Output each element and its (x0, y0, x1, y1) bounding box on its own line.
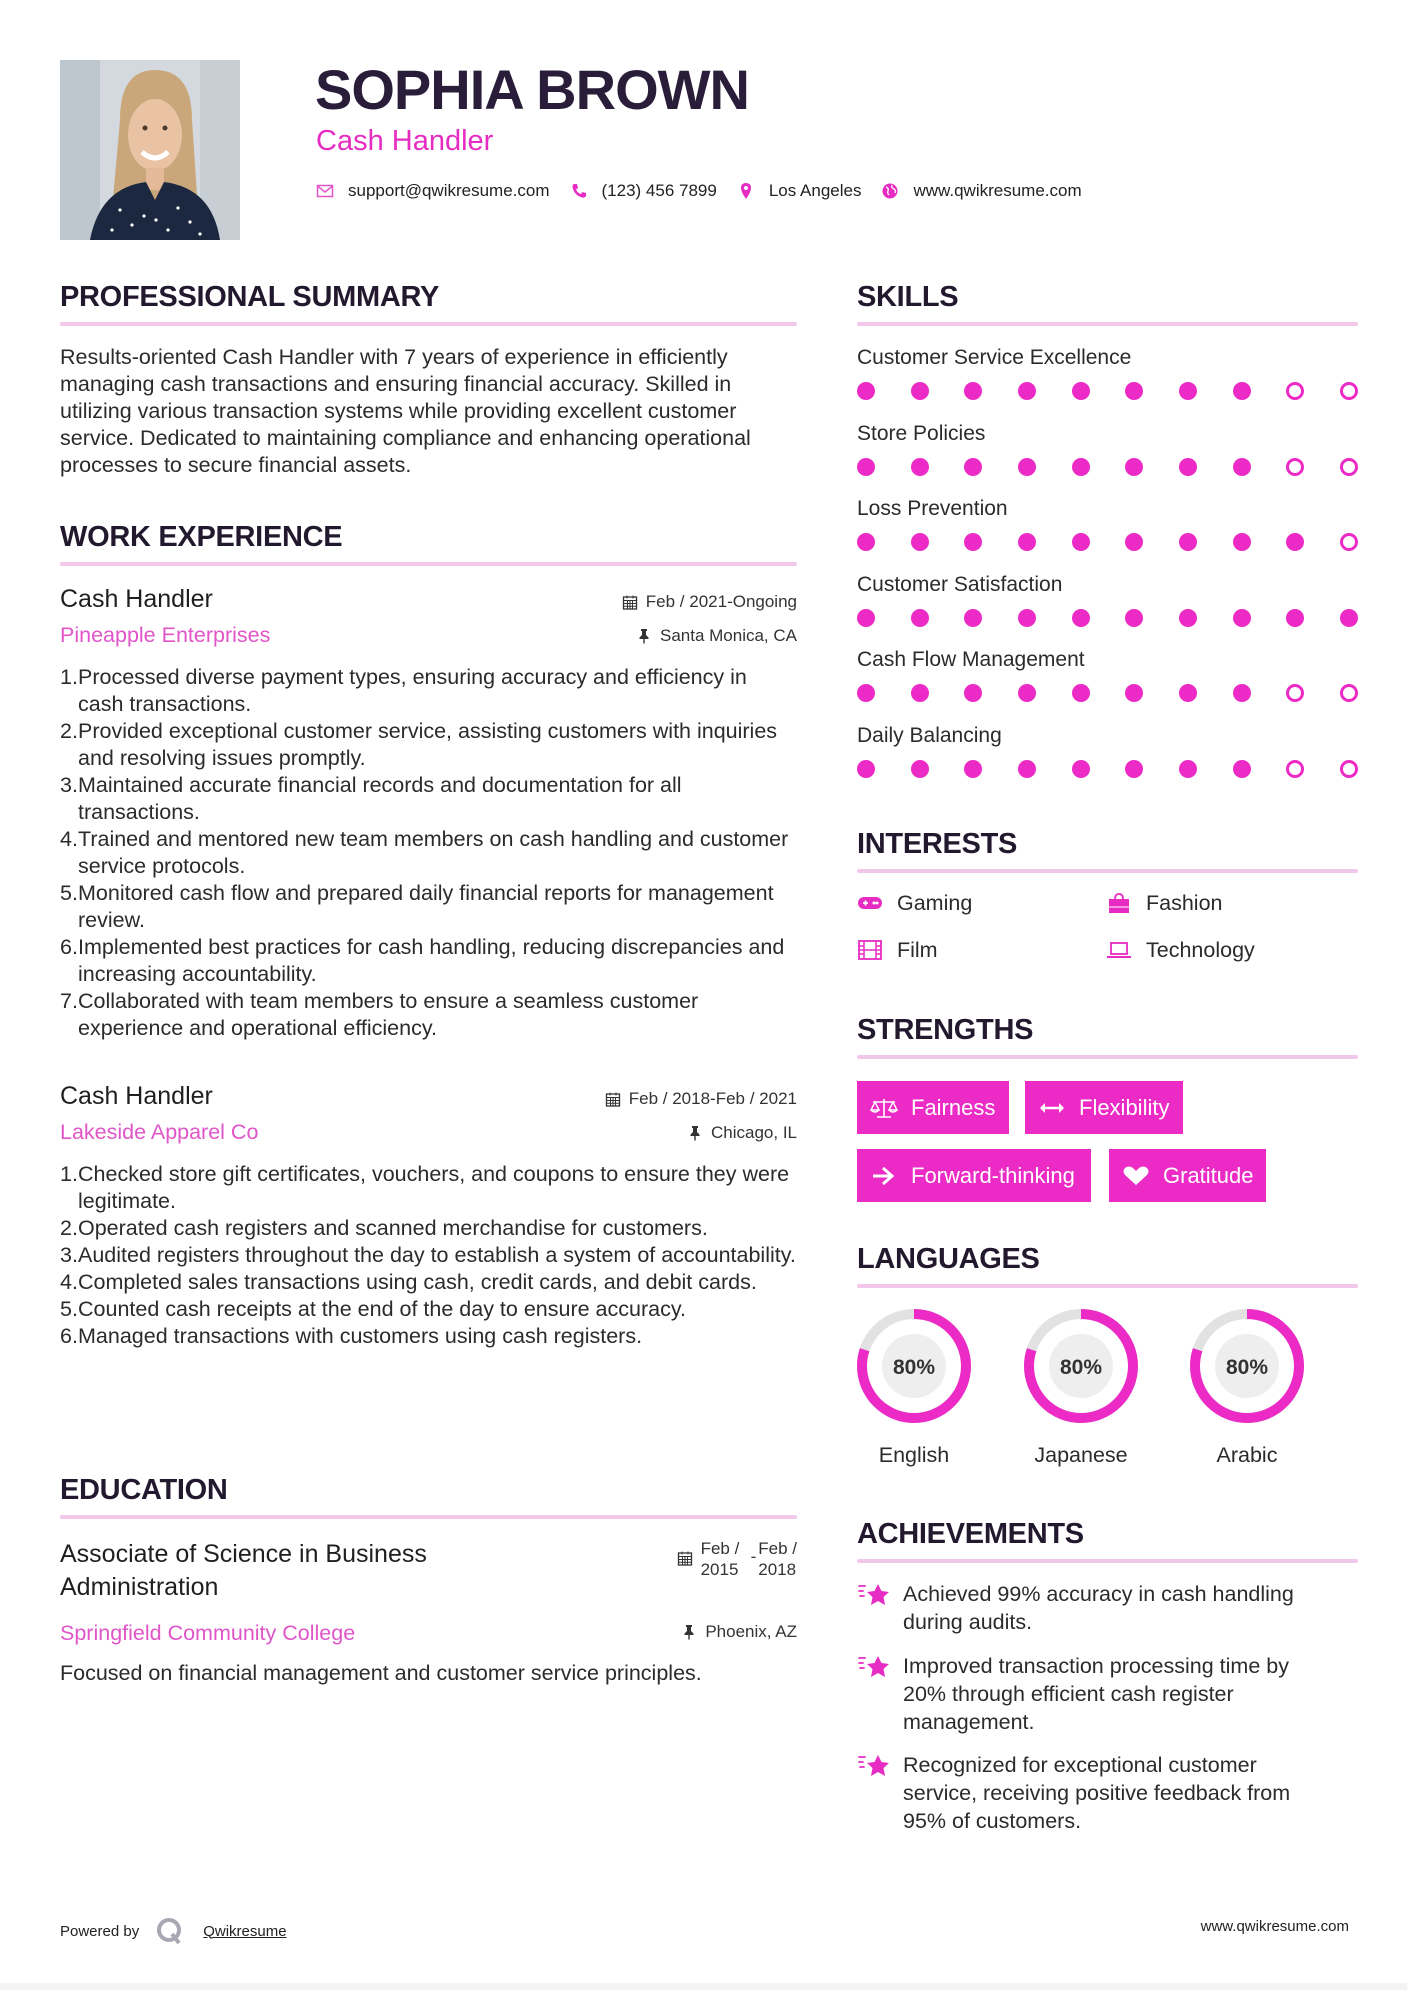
achievements-divider (857, 1559, 1358, 1563)
strength-chip-gratitude: Gratitude (1109, 1149, 1266, 1202)
interest-film: Film (857, 937, 938, 963)
skills-list (857, 345, 1358, 798)
education-heading: EDUCATION (60, 1474, 228, 1506)
skill-rating (857, 381, 1358, 401)
rating-dot-filled (1072, 609, 1090, 627)
rating-dot-filled (857, 533, 875, 551)
list-item: 6. Implemented best practices for cash handling, reducing discrepancies and increasing accountability. (60, 935, 785, 986)
website-text: www.qwikresume.com (913, 181, 1082, 200)
job-location (687, 1123, 797, 1143)
arrows-horizontal-icon (1037, 1096, 1067, 1120)
map-pin-icon (737, 182, 755, 200)
interest-gaming: Gaming (857, 890, 972, 916)
rating-dot-filled (1018, 609, 1036, 627)
dates-text: Feb / 2021-Ongoing (645, 592, 797, 611)
progress-ring (1185, 1304, 1309, 1428)
job-position: Cash Handler (60, 1082, 213, 1110)
shooting-star-icon (857, 1652, 891, 1682)
rating-dot-filled (911, 684, 929, 702)
skill-rating (857, 532, 1358, 552)
rating-dot-filled (1125, 609, 1143, 627)
summary-text: Results-oriented Cash Handler with 7 years of experience in efficiently managing cash transactions and ensuring financial accuracy. Skilled in utilizing various transaction systems while providing excellent customer service. Dedicated to maintaining compliance and enhancing operational processes to secure financial assets. (60, 345, 751, 477)
rating-dot-filled (1179, 382, 1197, 400)
list-item: 4. Trained and mentored new team members on cash handling and customer service protocols. (60, 827, 789, 878)
rating-dot-filled (1179, 609, 1197, 627)
rating-dot-filled (1072, 458, 1090, 476)
progress-ring (1019, 1304, 1143, 1428)
profile-photo (60, 60, 240, 240)
language-label: Arabic (1216, 1443, 1278, 1467)
rating-dot-empty (1286, 760, 1304, 778)
list-item: 1. Checked store gift certificates, vouchers, and coupons to ensure they were legitimate. (60, 1162, 790, 1213)
rating-dot-filled (857, 382, 875, 400)
rating-dot-empty (1286, 684, 1304, 702)
skill-label: Store Policies (857, 421, 986, 445)
rating-dot-filled (1072, 684, 1090, 702)
rating-dot-empty (1286, 458, 1304, 476)
language-percent: 80% (1059, 1356, 1103, 1379)
page-bottom-edge (0, 1983, 1407, 1990)
date-separator: - (750, 1547, 757, 1566)
rating-dot-filled (1018, 533, 1036, 551)
heart-icon (1121, 1164, 1151, 1188)
skill-rating (857, 759, 1358, 779)
envelope-icon (316, 182, 334, 200)
rating-dot-filled (1125, 458, 1143, 476)
rating-dot-filled (1018, 458, 1036, 476)
rating-dot-filled (1233, 760, 1251, 778)
candidate-name: SOPHIA BROWN (315, 58, 749, 121)
languages-heading: LANGUAGES (857, 1243, 1040, 1275)
language-percent: 80% (892, 1356, 936, 1379)
phone-text: (123) 456 7899 (601, 181, 717, 200)
rating-dot-filled (1286, 533, 1304, 551)
contact-bar (316, 178, 1102, 204)
qwikresume-logo-icon (155, 1916, 185, 1946)
language-item (852, 1304, 976, 1468)
skills-divider (857, 322, 1358, 326)
pushpin-icon (681, 1624, 697, 1640)
rating-dot-filled (1018, 382, 1036, 400)
rating-dot-filled (911, 382, 929, 400)
end-date: Feb / 2018 (758, 1539, 797, 1579)
job-dates (605, 1089, 797, 1109)
rating-dot-filled (1125, 760, 1143, 778)
shooting-star-icon (857, 1751, 891, 1781)
job-entry (60, 1081, 797, 1350)
language-item (1185, 1304, 1309, 1468)
skill-rating (857, 608, 1358, 628)
skill-label: Customer Service Excellence (857, 346, 1132, 369)
list-item: 5. Counted cash receipts at the end of the day to ensure accuracy. (60, 1297, 686, 1321)
achievement-item: Improved transaction processing time by 20% through efficient cash register management. (857, 1652, 1358, 1736)
experience-divider (60, 562, 797, 566)
skill-item (857, 496, 1358, 572)
experience-heading: WORK EXPERIENCE (60, 521, 343, 553)
rating-dot-empty (1340, 458, 1358, 476)
globe-icon (881, 182, 899, 200)
company-name: Pineapple Enterprises (60, 623, 271, 647)
rating-dot-filled (857, 684, 875, 702)
education-location: Phoenix, AZ (681, 1622, 797, 1642)
rating-dot-filled (1018, 684, 1036, 702)
footer-powered-by: Powered by Qwikresume (60, 1916, 287, 1946)
summary-divider (60, 322, 797, 326)
rating-dot-filled (1072, 760, 1090, 778)
rating-dot-filled (964, 684, 982, 702)
shopping-bag-icon (1106, 892, 1132, 914)
summary-heading: PROFESSIONAL SUMMARY (60, 281, 440, 313)
rating-dot-filled (857, 760, 875, 778)
list-item: 3. Maintained accurate financial records and documentation for all transactions. (60, 773, 682, 824)
job-entry (60, 584, 797, 1042)
progress-ring (852, 1304, 976, 1428)
rating-dot-filled (911, 533, 929, 551)
list-item: 3. Audited registers throughout the day to establish a system of accountability. (60, 1243, 796, 1267)
contact-location (737, 181, 862, 201)
skill-label: Loss Prevention (857, 497, 1008, 520)
rating-dot-empty (1340, 760, 1358, 778)
interest-fashion: Fashion (1106, 890, 1223, 916)
dates-text: Feb / 2018-Feb / 2021 (628, 1089, 797, 1108)
rating-dot-filled (1233, 684, 1251, 702)
strength-chip-fairness: Fairness (857, 1081, 1009, 1134)
achievement-item: Achieved 99% accuracy in cash handling during audits. (857, 1580, 1358, 1636)
calendar-icon (622, 594, 638, 610)
balance-scale-icon (869, 1096, 899, 1120)
shooting-star-icon (857, 1580, 891, 1610)
job-title: Cash Handler (316, 125, 494, 157)
education-description: Focused on financial management and customer service principles. (60, 1661, 702, 1685)
list-item: 7. Collaborated with team members to ensure a seamless customer experience and operational efficiency. (60, 989, 699, 1040)
rating-dot-filled (1179, 533, 1197, 551)
job-bullets (60, 664, 797, 1042)
job-bullets (60, 1161, 797, 1350)
rating-dot-filled (964, 609, 982, 627)
language-label: English (878, 1443, 950, 1467)
degree-title: Associate of Science in Business Administration (60, 1540, 427, 1601)
skill-rating (857, 457, 1358, 477)
job-location (636, 626, 797, 646)
rating-dot-empty (1340, 382, 1358, 400)
education-entry (60, 1538, 797, 1687)
rating-dot-filled (1233, 609, 1251, 627)
language-label: Japanese (1034, 1443, 1128, 1467)
skill-rating (857, 683, 1358, 703)
rating-dot-filled (1179, 760, 1197, 778)
skill-item (857, 647, 1358, 723)
job-position: Cash Handler (60, 585, 213, 613)
rating-dot-filled (1340, 609, 1358, 627)
strength-chip-forward-thinking: Forward-thinking (857, 1149, 1091, 1202)
job-dates (622, 592, 797, 612)
pushpin-icon (687, 1125, 703, 1141)
skill-label: Daily Balancing (857, 723, 1002, 747)
rating-dot-empty (1340, 684, 1358, 702)
pushpin-icon (636, 628, 652, 644)
location-text: Chicago, IL (711, 1123, 797, 1142)
start-date: Feb / 2015 (700, 1539, 740, 1579)
skill-item (857, 345, 1358, 421)
rating-dot-filled (857, 609, 875, 627)
rating-dot-filled (1072, 382, 1090, 400)
email-text: support@qwikresume.com (348, 181, 550, 200)
rating-dot-filled (964, 458, 982, 476)
contact-email[interactable] (316, 181, 550, 201)
rating-dot-filled (1125, 533, 1143, 551)
rating-dot-filled (911, 609, 929, 627)
calendar-icon (605, 1091, 621, 1107)
list-item: 2. Provided exceptional customer service, assisting customers with inquiries and resolving issues promptly. (60, 719, 778, 770)
rating-dot-filled (1125, 684, 1143, 702)
phone-icon (570, 182, 588, 200)
list-item: 5. Monitored cash flow and prepared daily financial reports for management review. (60, 881, 774, 932)
skill-label: Customer Satisfaction (857, 572, 1063, 596)
rating-dot-filled (911, 760, 929, 778)
rating-dot-filled (1179, 458, 1197, 476)
rating-dot-filled (1179, 684, 1197, 702)
calendar-icon (677, 1550, 693, 1566)
language-item (1019, 1304, 1143, 1468)
school-name: Springfield Community College (60, 1621, 356, 1645)
skills-heading: SKILLS (857, 281, 959, 313)
rating-dot-filled (1233, 533, 1251, 551)
gamepad-icon (857, 892, 883, 914)
rating-dot-filled (1233, 382, 1251, 400)
education-divider (60, 1515, 797, 1519)
location-text: Santa Monica, CA (659, 626, 797, 645)
list-item: 1. Processed diverse payment types, ensuring accuracy and efficiency in cash transactions. (60, 665, 747, 716)
rating-dot-filled (964, 760, 982, 778)
rating-dot-empty (1286, 382, 1304, 400)
achievements-heading: ACHIEVEMENTS (857, 1518, 1084, 1550)
arrow-right-icon (869, 1164, 899, 1188)
language-percent: 80% (1225, 1356, 1269, 1379)
skill-item (857, 723, 1358, 799)
rating-dot-filled (1125, 382, 1143, 400)
film-icon (857, 939, 883, 961)
rating-dot-filled (1072, 533, 1090, 551)
achievement-item: Recognized for exceptional customer service, receiving positive feedback from 95% of customers. (857, 1751, 1358, 1835)
strengths-divider (857, 1055, 1358, 1059)
skill-label: Cash Flow Management (857, 648, 1085, 671)
rating-dot-filled (1286, 609, 1304, 627)
list-item: 4. Completed sales transactions using cash, credit cards, and debit cards. (60, 1270, 757, 1294)
rating-dot-filled (1018, 760, 1036, 778)
contact-website[interactable] (881, 181, 1081, 201)
interest-technology: Technology (1106, 937, 1255, 963)
rating-dot-filled (964, 382, 982, 400)
qwikresume-link[interactable]: Qwikresume (203, 1922, 287, 1940)
rating-dot-filled (911, 458, 929, 476)
strengths-heading: STRENGTHS (857, 1014, 1034, 1046)
interests-divider (857, 869, 1358, 873)
rating-dot-filled (857, 458, 875, 476)
contact-phone[interactable] (570, 181, 717, 201)
avatar (60, 60, 240, 240)
strength-chip-flexibility: Flexibility (1025, 1081, 1183, 1134)
rating-dot-empty (1340, 533, 1358, 551)
company-name: Lakeside Apparel Co (60, 1120, 259, 1144)
rating-dot-filled (1233, 458, 1251, 476)
rating-dot-filled (964, 533, 982, 551)
languages-divider (857, 1284, 1358, 1288)
list-item: 2. Operated cash registers and scanned merchandise for customers. (60, 1216, 708, 1240)
list-item: 6. Managed transactions with customers using cash registers. (60, 1324, 643, 1348)
education-dates (677, 1538, 797, 1580)
skill-item (857, 572, 1358, 648)
interests-heading: INTERESTS (857, 828, 1018, 860)
laptop-icon (1106, 939, 1132, 961)
location-text: Los Angeles (768, 181, 862, 200)
skill-item (857, 421, 1358, 497)
footer-url[interactable]: www.qwikresume.com (1200, 1918, 1349, 1935)
